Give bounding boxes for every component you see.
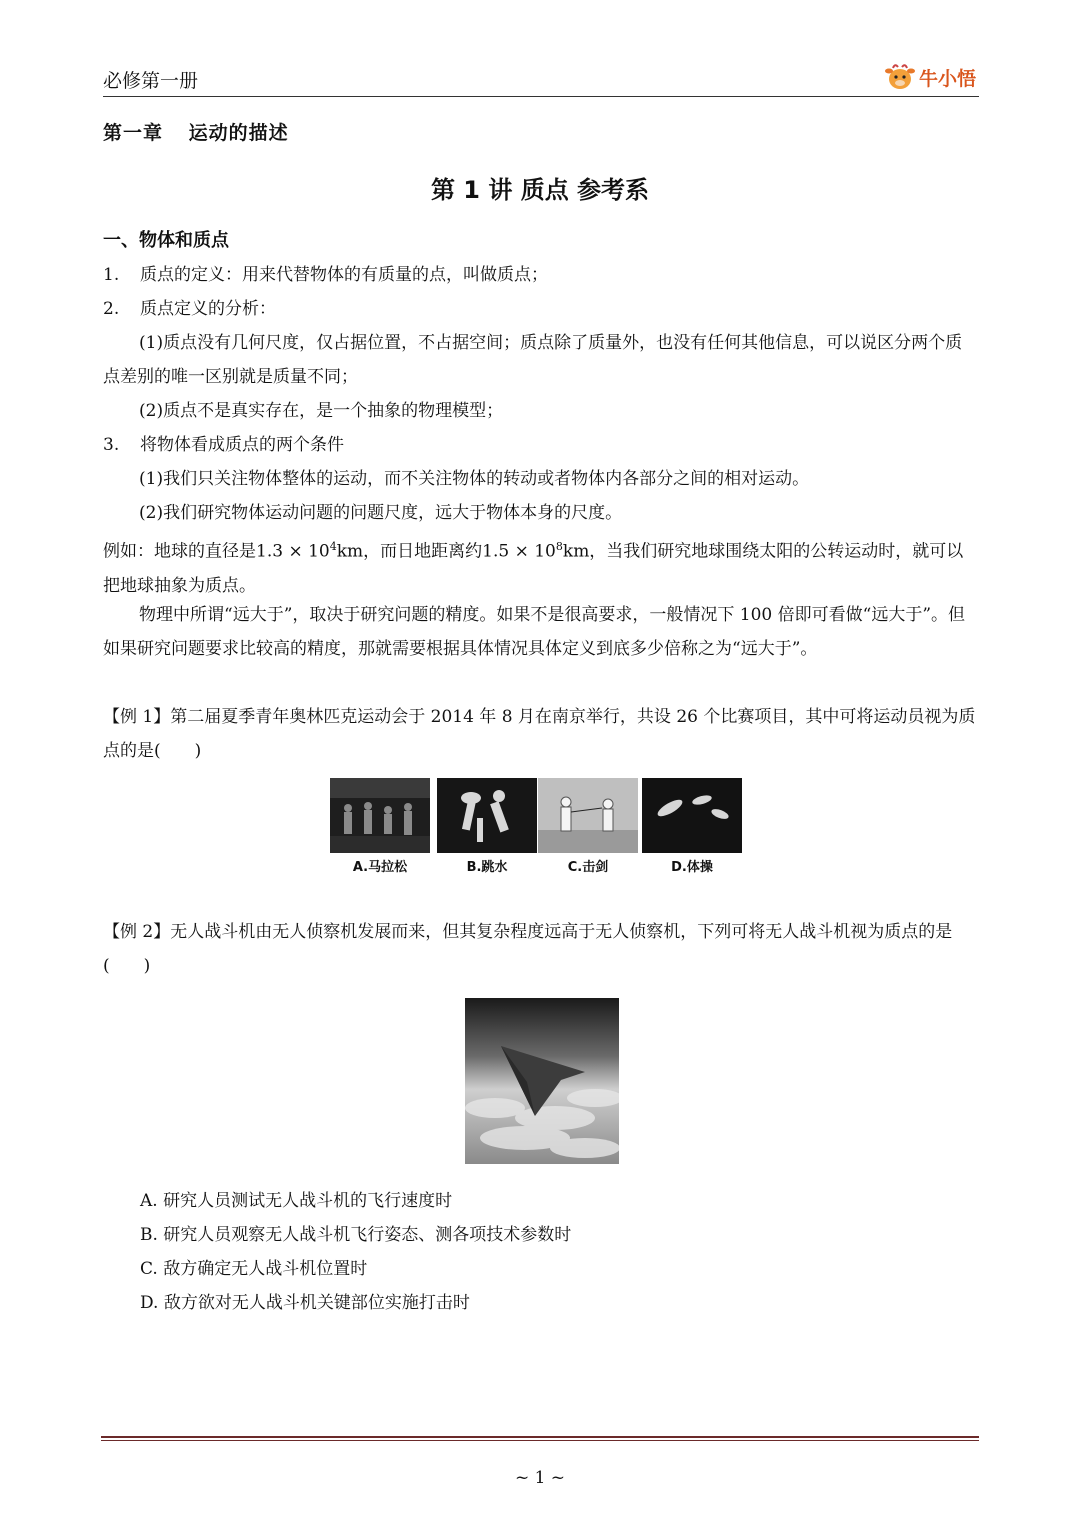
diving-photo [437, 778, 537, 853]
fencing-photo [538, 778, 638, 853]
page-number: ~ 1 ~ [514, 1468, 566, 1488]
sun-distance-exponent: 8 [555, 540, 563, 553]
item-text-3: 将物体看成质点的两个条件 [140, 435, 344, 455]
earth-diameter-exponent: 4 [329, 540, 337, 553]
brand-logo [885, 62, 976, 92]
section-heading: 一、物体和质点 [103, 230, 229, 251]
option-d: D. 敌方欲对无人战斗机关键部位实施打击时 [140, 1293, 470, 1313]
book-title: 必修第一册 [103, 70, 199, 92]
item-number-2: 2. [103, 299, 120, 319]
item-3-sub-1: (1)我们只关注物体整体的运动，而不关注物体的转动或者物体内各部分之间的相对运动。 [139, 469, 810, 489]
marathon-photo [330, 778, 430, 853]
item-3-sub-2: (2)我们研究物体运动问题的问题尺度，远大于物体本身的尺度。 [139, 503, 623, 523]
earth-example-lead: 例如：地球的直径是 [103, 541, 256, 562]
earth-diameter: 1.3 × 10 [256, 541, 330, 562]
earth-example [103, 530, 979, 603]
gymnastics-photo [642, 778, 742, 853]
item-text-2: 质点定义的分析： [140, 299, 276, 319]
drone-photo [465, 998, 619, 1164]
option-c: C. 敌方确定无人战斗机位置时 [140, 1259, 368, 1279]
lecture-title: 第 1 讲 质点 参考系 [430, 176, 650, 204]
item-text-1: 质点的定义：用来代替物体的有质量的点，叫做质点； [140, 265, 548, 285]
example-1-question: 【例 1】第二届夏季青年奥林匹克运动会于 2014 年 8 月在南京举行，共设 26 个比赛项目，其中可将运动员视为质点的是( ) [103, 707, 976, 761]
photo-label-b: B.跳水 [466, 860, 508, 875]
footer-divider-thin [101, 1440, 979, 1441]
earth-example-mid: km，而日地距离约 [336, 541, 483, 562]
photo-label-a: A.马拉松 [352, 860, 408, 875]
earth-example-tail: km，当我们研究地球围绕太阳的公转运动时，就可以把地球抽象为质点。 [103, 541, 964, 596]
example-1-photos [330, 778, 742, 873]
item-number-3: 3. [103, 435, 120, 455]
item-2-sub-1: (1)质点没有几何尺度，仅占据位置，不占据空间；质点除了质量外，也没有任何其他信息，可以说区分两个质点差别的唯一区别就是质量不同； [103, 333, 963, 387]
chapter-title: 第一章 运动的描述 [103, 122, 289, 144]
photo-label-d: D.体操 [671, 860, 713, 875]
option-b: B. 研究人员观察无人战斗机飞行姿态、测各项技术参数时 [140, 1225, 572, 1245]
item-2-sub-2: (2)质点不是真实存在，是一个抽象的物理模型； [139, 401, 504, 421]
option-a: A. 研究人员测试无人战斗机的飞行速度时 [140, 1191, 453, 1211]
example-2-question: 【例 2】无人战斗机由无人侦察机发展而来，但其复杂程度远高于无人侦察机，下列可将无人战斗机视为质点的是( ) [103, 922, 953, 976]
header-divider [103, 96, 979, 97]
brand-name: 牛小悟 [918, 67, 976, 90]
sun-distance: 1.5 × 10 [482, 541, 556, 562]
cow-mascot-icon [885, 63, 915, 91]
item-number-1: 1. [103, 265, 120, 285]
precision-note: 物理中所谓“远大于”，取决于研究问题的精度。如果不是很高要求，一般情况下 100 倍即可看做“远大于”。但如果研究问题要求比较高的精度，那就需要根据具体情况具体定义到底多少倍称之为“远大于”。 [103, 605, 966, 659]
footer-divider [101, 1436, 979, 1438]
photo-label-c: C.击剑 [567, 860, 609, 875]
